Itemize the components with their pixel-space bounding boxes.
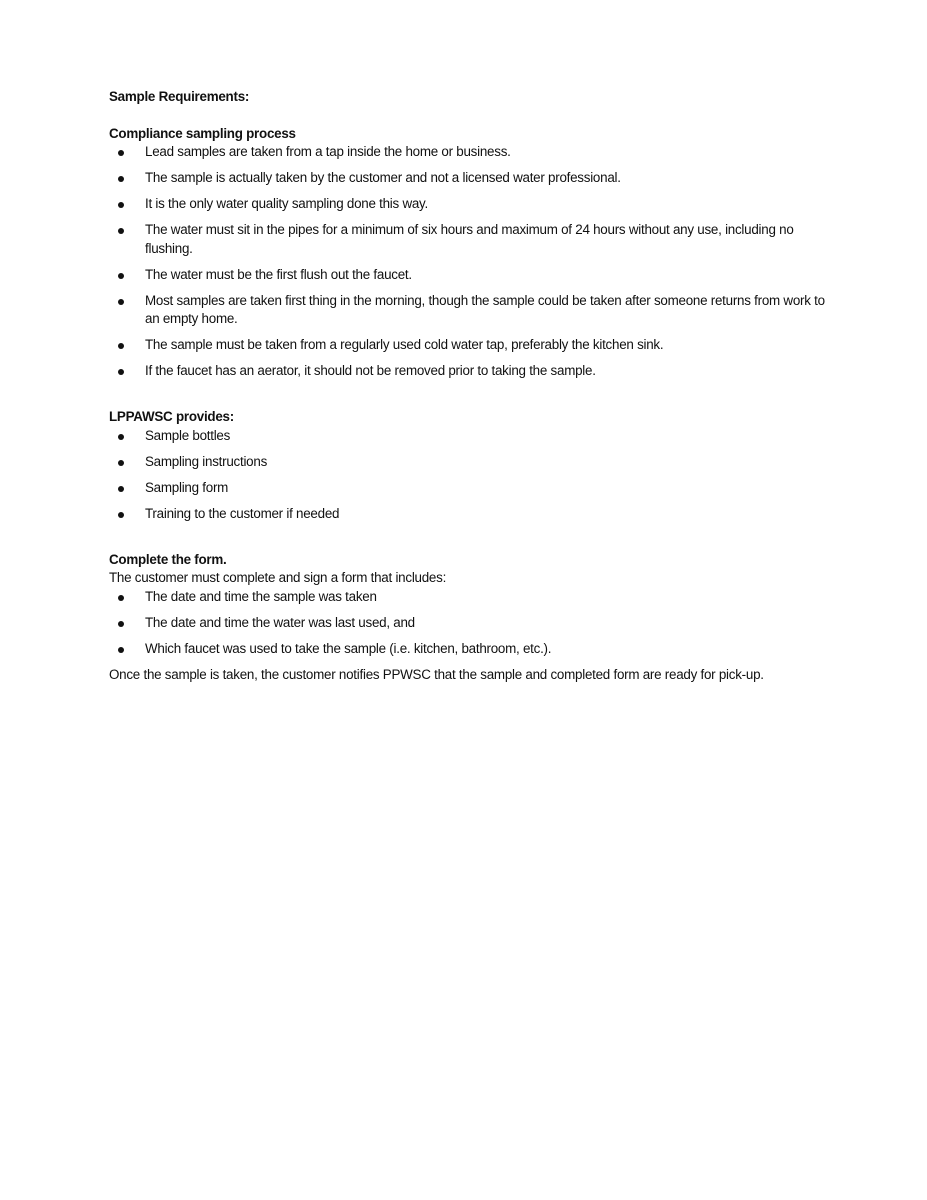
list-item-text: The water must sit in the pipes for a minimum of six hours and maximum of 24 hours without any use, including no flushing.: [145, 222, 794, 256]
bullet-icon: [118, 228, 124, 234]
bullet-icon: [118, 512, 124, 518]
form-closing: Once the sample is taken, the customer notifies PPWSC that the sample and completed form are ready for pick-up.: [109, 666, 764, 682]
list-item: [109, 336, 829, 355]
list-item-text: Training to the customer if needed: [145, 505, 340, 521]
list-item: [109, 292, 829, 329]
bullet-icon: [118, 299, 124, 305]
list-item-text: Most samples are taken first thing in the morning, though the sample could be taken after someone returns from work to an empty home.: [145, 292, 825, 326]
bullet-icon: [118, 369, 124, 375]
list-item-text: The water must be the first flush out the faucet.: [145, 266, 412, 282]
bullet-icon: [118, 176, 124, 182]
form-list: [109, 588, 829, 659]
bullet-icon: [118, 273, 124, 279]
list-item: [109, 266, 829, 285]
bullet-icon: [118, 486, 124, 492]
list-item-text: Sampling form: [145, 479, 229, 495]
list-item: [109, 169, 829, 188]
list-item: [109, 427, 829, 446]
bullet-icon: [118, 150, 124, 156]
list-item: [109, 479, 829, 498]
bullet-icon: [118, 202, 124, 208]
provides-list: [109, 427, 829, 524]
bullet-icon: [118, 595, 124, 601]
bullet-icon: [118, 343, 124, 349]
document-title: Sample Requirements:: [109, 89, 250, 104]
compliance-heading: Compliance sampling process: [109, 125, 296, 141]
list-item: [109, 640, 829, 659]
list-item-text: The sample is actually taken by the customer and not a licensed water professional.: [145, 170, 621, 185]
list-item-text: Sample bottles: [145, 427, 231, 443]
list-item: [109, 195, 829, 214]
spacer: [109, 531, 829, 551]
list-item-text: Sampling instructions: [145, 453, 268, 469]
list-item-text: The sample must be taken from a regularly used cold water tap, preferably the kitchen sink.: [145, 337, 664, 352]
list-item: [109, 588, 829, 607]
form-heading: Complete the form.: [109, 551, 227, 567]
bullet-icon: [118, 434, 124, 440]
bullet-icon: [118, 647, 124, 653]
list-item: [109, 505, 829, 524]
spacer: [109, 107, 829, 125]
list-item-text: The date and time the sample was taken: [145, 588, 377, 604]
list-item: [109, 221, 829, 258]
bullet-icon: [118, 460, 124, 466]
list-item: [109, 362, 829, 381]
bullet-icon: [118, 621, 124, 627]
form-intro: The customer must complete and sign a form that includes:: [109, 570, 447, 585]
list-item-text: Lead samples are taken from a tap inside the home or business.: [145, 144, 511, 159]
list-item-text: The date and time the water was last used, and: [145, 614, 415, 630]
spacer: [109, 388, 829, 408]
provides-heading: LPPAWSC provides:: [109, 409, 234, 424]
document-page: [109, 88, 829, 684]
list-item-text: If the faucet has an aerator, it should not be removed prior to taking the sample.: [145, 363, 596, 378]
list-item: [109, 614, 829, 633]
list-item-text: It is the only water quality sampling done this way.: [145, 196, 428, 211]
list-item: [109, 143, 829, 162]
list-item: [109, 453, 829, 472]
compliance-list: [109, 143, 829, 381]
list-item-text: Which faucet was used to take the sample (i.e. kitchen, bathroom, etc.).: [145, 640, 552, 656]
